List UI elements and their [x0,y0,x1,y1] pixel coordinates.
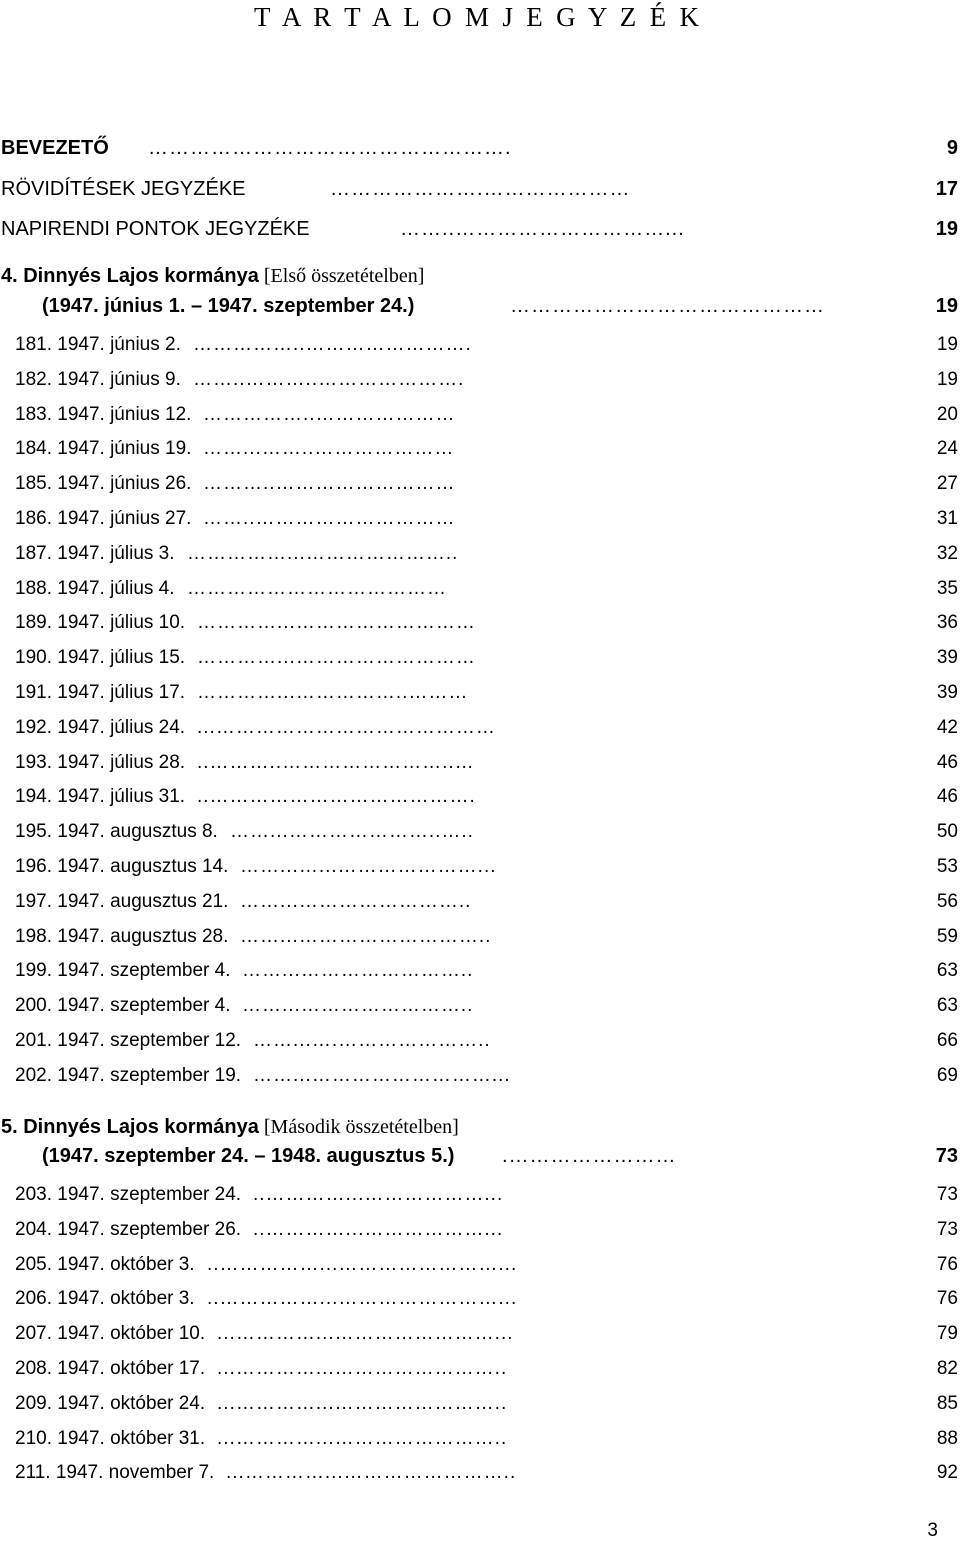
toc-page-number: 76 [936,1253,958,1275]
toc-page-number: 42 [936,716,958,738]
toc-entry[interactable] [0,470,960,498]
toc-entry[interactable] [0,818,960,846]
toc-label: 189. 1947. július 10. [15,612,186,634]
toc-page-number: 35 [936,577,958,599]
toc-entry[interactable] [0,783,960,811]
section-dates: (1947. szeptember 24. – 1948. augusztus 5.) [42,1145,455,1167]
toc-page-number: 56 [936,890,958,912]
toc-page-number: 53 [936,856,958,877]
toc-leader: ..……………...……………………... [207,1288,518,1310]
toc-label: 202. 1947. szeptember 19. [15,1064,242,1086]
toc-label: 208. 1947. október 17. [15,1358,206,1379]
toc-entry[interactable] [0,505,960,533]
toc-page-number: 9 [946,137,958,159]
toc-page-number: 88 [936,1427,958,1449]
toc-leader: ………………………………… [187,577,447,599]
toc-label: 206. 1947. október 3. [15,1288,195,1310]
toc-page-number: 20 [936,403,958,425]
toc-entry[interactable] [0,435,960,463]
section-composition: [Első összetételben] [258,265,425,287]
toc-entry[interactable] [0,992,960,1020]
toc-page-number: 19 [936,368,958,390]
toc-entry[interactable] [0,644,960,672]
section-dates-5 [0,1142,960,1170]
toc-leader: ……...………………………... [253,1064,511,1086]
toc-entry[interactable] [0,1425,960,1453]
toc-label: 203. 1947. szeptember 24. [15,1184,242,1205]
toc-page-number: 73 [935,1145,958,1167]
toc-page-number: 66 [936,1030,958,1051]
section-title [1,1113,459,1141]
toc-leader: ……………………………………… [510,295,825,317]
section-dates-4 [0,292,960,320]
toc-label: 192. 1947. július 24. [15,716,186,738]
toc-page-number: 39 [936,647,958,669]
toc-leader: ……...……..………………… [203,438,455,460]
toc-label: 200. 1947. szeptember 4. [15,995,231,1017]
toc-label: 197. 1947. augusztus 21. [15,890,229,912]
toc-label: 193. 1947. július 28. [15,751,186,773]
toc-label: 209. 1947. október 24. [15,1392,206,1414]
toc-label: 194. 1947. július 31. [15,786,186,808]
toc-label: BEVEZETŐ [1,137,109,159]
toc-label: 207. 1947. október 10. [15,1323,206,1345]
page-number: 3 [927,1520,938,1541]
toc-leader: ……...…………………..….. [230,821,474,843]
toc-label: 181. 1947. június 2. [15,334,181,355]
toc-leader: ..…………...………………... [253,1218,504,1240]
toc-label: 196. 1947. augusztus 14. [15,856,229,877]
toc-leader: ……………...………………….. [187,542,459,564]
toc-leader: ……...…………………….. [240,890,472,912]
toc-label: 191. 1947. július 17. [15,682,186,703]
toc-entry-introduction[interactable] [0,134,960,162]
toc-entry[interactable] [0,1285,960,1313]
toc-leader: …………...……………..……… [197,682,469,703]
toc-leader: ……………..……………………. [193,334,472,355]
section-government-name: 5. Dinnyés Lajos kormánya [1,1116,259,1138]
toc-entry[interactable] [0,714,960,742]
toc-leader: ...…………...…………………….. [226,1462,517,1484]
toc-label: 198. 1947. augusztus 28. [15,925,229,947]
section-government-name: 4. Dinnyés Lajos kormánya [1,265,259,287]
toc-entry[interactable] [0,540,960,568]
toc-label: 190. 1947. július 15. [15,647,186,669]
toc-entry[interactable] [0,1251,960,1279]
toc-entry[interactable] [0,888,960,916]
toc-leader: ……………..………………… [203,403,456,425]
toc-leader: ……...…...…………………... [240,856,497,877]
section-heading-5[interactable] [0,1113,960,1141]
toc-leader: .…………………… [502,1145,677,1167]
toc-leader: ……...……………………….. [240,925,492,947]
toc-entry[interactable] [0,1390,960,1418]
toc-leader: ...…………………………………… [197,716,496,738]
toc-entry[interactable] [0,609,960,637]
toc-label: NAPIRENDI PONTOK JEGYZÉKE [1,218,310,240]
toc-entry[interactable] [0,575,960,603]
toc-leader: ……...….………………….. [253,1030,491,1051]
toc-leader: ..…………………………………. [197,786,476,808]
toc-page-number: 79 [936,1323,958,1345]
toc-page-number: 27 [936,473,958,495]
toc-entry[interactable] [0,749,960,777]
toc-leader: …………...……………………… [197,612,476,634]
toc-label: 183. 1947. június 12. [15,403,192,425]
toc-leader: ……..………..…………………. [193,368,465,390]
toc-label: 188. 1947. július 4. [15,577,175,599]
toc-entry[interactable] [0,1062,960,1090]
toc-entry[interactable] [0,1027,960,1055]
toc-entry-abbreviations[interactable] [0,175,960,203]
toc-page-number: 36 [936,612,958,634]
toc-page-number: 50 [936,821,958,843]
toc-leader: ..………..……………………..… [197,751,475,773]
toc-label: 199. 1947. szeptember 4. [15,960,231,982]
toc-label: RÖVIDÍTÉSEK JEGYZÉKE [1,178,246,200]
toc-leader: ……………………………………………. [148,137,512,159]
toc-page-number: 92 [936,1462,958,1484]
section-title [1,262,424,290]
toc-leader: ……..…………………………... [400,218,685,240]
toc-page-number: 73 [936,1184,958,1205]
toc-page-number: 19 [935,218,958,240]
toc-leader: ...…………...…………………….. [217,1358,508,1379]
toc-leader: ...…………...……………………... [217,1323,514,1345]
toc-entry[interactable] [0,853,960,881]
toc-leader: ………..……………………… [203,473,456,495]
section-heading-4[interactable] [0,262,960,290]
toc-label: 204. 1947. szeptember 26. [15,1218,242,1240]
toc-label: 195. 1947. augusztus 8. [15,821,218,843]
toc-page-number: 19 [936,334,958,355]
toc-page-number: 73 [936,1218,958,1240]
toc-leader: …………...……………………… [197,647,476,669]
toc-page-number: 69 [936,1064,958,1086]
toc-leader: ……...…………………….. [242,960,474,982]
toc-label: 211. 1947. november 7. [15,1462,215,1484]
toc-leader: ...…………...…………………….. [217,1427,508,1449]
toc-page-number: 46 [936,786,958,808]
toc-entry[interactable] [0,331,960,359]
toc-entry[interactable] [0,1216,960,1244]
toc-page-number: 24 [936,438,958,460]
toc-entry[interactable] [0,679,960,707]
toc-page-number: 63 [936,960,958,982]
toc-page-number: 82 [936,1358,958,1379]
toc-page-number: 39 [936,682,958,703]
toc-page-number: 59 [936,925,958,947]
toc-label: 185. 1947. június 26. [15,473,192,495]
toc-entry[interactable] [0,1355,960,1383]
toc-entry[interactable] [0,957,960,985]
toc-entry[interactable] [0,1181,960,1209]
toc-leader: ...…………...…………………….. [217,1392,508,1414]
toc-leader: ..……………...……………………... [207,1253,518,1275]
toc-leader: ………………….………………… [330,178,631,200]
toc-label: 201. 1947. szeptember 12. [15,1030,242,1051]
toc-page-number: 32 [936,542,958,564]
toc-entry[interactable] [0,1320,960,1348]
toc-page-number: 63 [936,995,958,1017]
toc-label: 210. 1947. október 31. [15,1427,206,1449]
toc-entry[interactable] [0,366,960,394]
section-dates: (1947. június 1. – 1947. szeptember 24.) [42,295,415,317]
toc-page-number: 76 [936,1288,958,1310]
toc-page-number: 17 [935,178,958,200]
toc-leader: ……...…………………….. [242,995,474,1017]
toc-entry[interactable] [0,1459,960,1487]
toc-label: 186. 1947. június 27. [15,508,192,529]
toc-leader: ……..………………………… [203,508,456,529]
toc-entry[interactable] [0,923,960,951]
section-composition: [Második összetételben] [258,1116,459,1138]
toc-label: 187. 1947. július 3. [15,542,175,564]
toc-page-number: 85 [936,1392,958,1414]
toc-page-number: 31 [936,508,958,529]
document-title: T A R T A L O M J E G Y Z É K [254,2,703,32]
toc-entry-agenda-list[interactable] [0,215,960,243]
toc-label: 182. 1947. június 9. [15,368,181,390]
toc-leader: ..…………...………………... [253,1184,504,1205]
toc-entry[interactable] [0,401,960,429]
toc-page-number: 19 [935,295,958,317]
toc-label: 205. 1947. október 3. [15,1253,195,1275]
toc-page-number: 46 [936,751,958,773]
toc-label: 184. 1947. június 19. [15,438,192,460]
